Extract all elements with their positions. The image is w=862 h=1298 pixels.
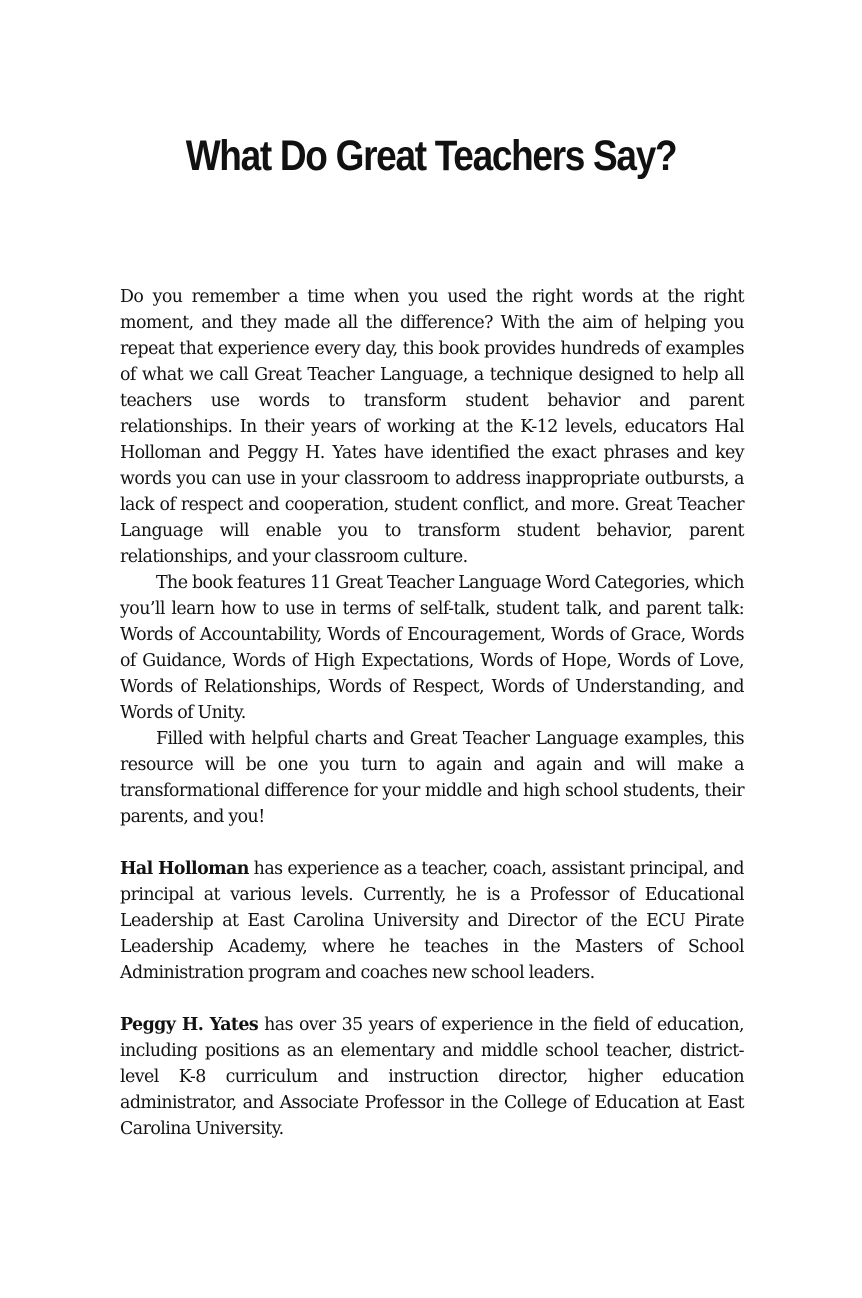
description-paragraph: Do you remember a time when you used the right words at the right moment, and they made all the difference? With the aim of helping you repeat that experience every day, this book provides hundreds of examples of what we call Great Teacher Language, a technique designed to help all teachers use words to transform student behavior and parent relationships. In their years of working at the K-12 levels, educators Hal Holloman and Peggy H. Yates have identified the exact phrases and key words you can use in your classroom to address inappropriate outbursts, a lack of respect and cooperation, student conflict, and more. Great Teacher Language will enable you to transform student behavior, parent relationships, and your classroom culture. (120, 287, 744, 567)
page-title: What Do Great Teachers Say? (185, 132, 677, 180)
author-name: Peggy H. Yates (120, 1015, 259, 1035)
author-bio (120, 1012, 744, 1142)
author-name: Hal Holloman (120, 859, 249, 879)
author-bio-text: has over 35 years of experience in the field of education, including positions as an elementary and middle school teacher, district-level K-8 curriculum and instruction director, higher education administrator, and Associate Professor in the College of Education at East Carolina University. (120, 1015, 745, 1139)
description-paragraph: The book features 11 Great Teacher Language Word Categories, which you’ll learn how to use in terms of self-talk, student talk, and parent talk: Words of Accountability, Words of Encouragement, Words of Grace, Words of Guidance, Words of High Expectations, Words of Hope, Words of Love, Words of Relationships, Words of Respect, Words of Understanding, and Words of Unity. (120, 573, 744, 723)
description-paragraph: Filled with helpful charts and Great Teacher Language examples, this resource will be one you turn to again and again and will make a transformational difference for your middle and high school students, their parents, and you! (120, 729, 744, 827)
author-bio-text: has experience as a teacher, coach, assistant principal, and principal at various levels. Currently, he is a Professor of Educational Leadership at East Carolina University and Director of the ECU Pirate Leadership Academy, where he teaches in the Masters of School Administration program and coaches new school leaders. (120, 859, 744, 983)
author-bio (120, 856, 744, 986)
page-body (120, 284, 744, 1142)
